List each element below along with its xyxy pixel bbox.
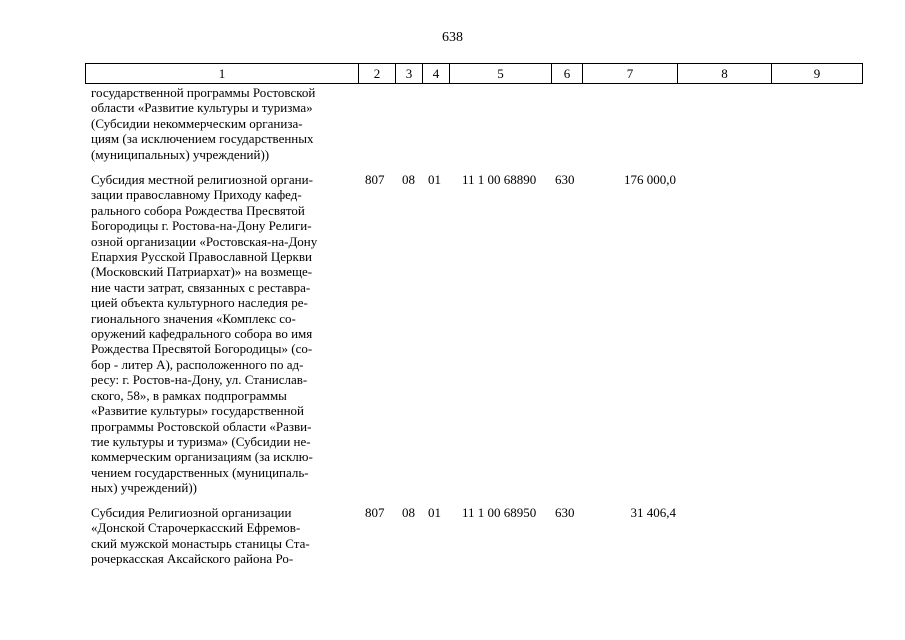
column-header-4: 4 xyxy=(423,64,450,83)
row-description: государственной программы Ростовской области «Развитие культуры и туризма» (Субсидии некоммерческим организа- циям (за исключением государственных (муниципальных) учреждений)) xyxy=(91,85,316,162)
page-number: 638 xyxy=(442,30,463,45)
row-code-ministry: 807 xyxy=(365,505,385,520)
row-code-subsection: 01 xyxy=(428,172,441,187)
column-header-1: 1 xyxy=(86,64,359,83)
column-header-2: 2 xyxy=(359,64,396,83)
row-code-ministry: 807 xyxy=(365,172,385,187)
row-code-expense-type: 630 xyxy=(555,172,575,187)
column-header-6: 6 xyxy=(552,64,583,83)
column-header-3: 3 xyxy=(396,64,423,83)
column-header-8: 8 xyxy=(678,64,772,83)
row-description: Субсидия Религиозной организации «Донской Старочеркасский Ефремов- ский мужской монастырь станицы Ста- рочеркасская Аксайского района Ро- xyxy=(91,505,310,567)
row-code-target: 11 1 00 68890 xyxy=(462,172,537,187)
row-description: Субсидия местной религиозной органи- зации православному Приходу кафед- рального собора Рождества Пресвятой Богородицы г. Ростова-на-Дону Религи- озной организации «Ростовская-на-Дону Епархия Русской Православной Церкви (Московский Патриархат)» на возмеще- ние части затрат, связанных с реставра- цией объекта культурного наследия ре- гионального значения «Комплекс со- оружений кафедрального собора во имя Рождества Пресвятой Богородицы» (со- бор - литер А), расположенного по ад- ресу: г. Ростов-на-Дону, ул. Станислав- ского, 58», в рамках подпрограммы «Развитие культуры» государственной программы Ростовской области «Разви- тие культуры и туризма» (Субсидии не- коммерческим организациям (за исклю- чением государственных (муниципаль- ных) учреждений)) xyxy=(91,172,318,496)
row-amount: 176 000,0 xyxy=(624,172,676,187)
row-code-subsection: 01 xyxy=(428,505,441,520)
table-header-row xyxy=(85,63,863,84)
row-code-expense-type: 630 xyxy=(555,505,575,520)
row-code-section: 08 xyxy=(402,172,415,187)
column-header-5: 5 xyxy=(450,64,552,83)
row-code-section: 08 xyxy=(402,505,415,520)
column-header-7: 7 xyxy=(583,64,678,83)
row-code-target: 11 1 00 68950 xyxy=(462,505,537,520)
row-amount: 31 406,4 xyxy=(630,505,676,520)
column-header-9: 9 xyxy=(813,66,821,81)
